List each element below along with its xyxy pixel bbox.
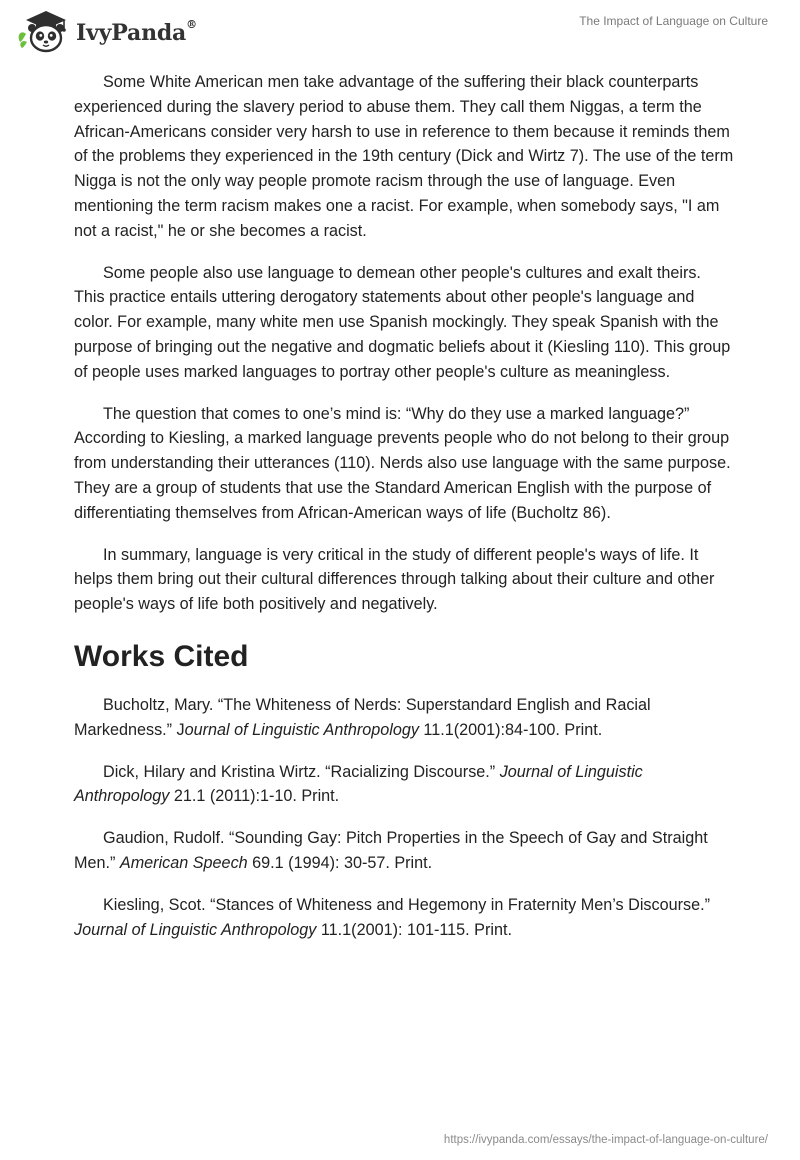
citation-source: Journal of Linguistic Anthropology [74,920,317,939]
page-header [0,0,800,60]
citation-details: 21.1 (2011):1-10. Print. [169,787,340,806]
citation-text: Dick, Hilary and Kristina Wirtz. “Racializing Discourse.” [103,762,500,781]
essay-content [74,70,734,959]
citation-text: Bucholtz, Mary. “The Whiteness of Nerds: Superstandard English and Racial Markedness.” J [74,695,651,739]
panda-graduate-icon [16,8,72,54]
body-paragraph: The question that comes to one’s mind is: “Why do they use a marked language?” According to Kiesling, a marked language prevents people who do not belong to their group from understanding their utterances (110). Nerds also use language with the same purpose. They are a group of students that use the Standard American English with the purpose of differentiating themselves from African-American ways of life (Bucholtz 86). [74,404,731,522]
source-url-link[interactable]: https://ivypanda.com/essays/the-impact-of-language-on-culture/ [443,1134,768,1146]
citation-details: 11.1(2001):84-100. Print. [418,720,603,739]
citation-details: 69.1 (1994): 30-57. Print. [247,853,433,872]
body-paragraph: Some people also use language to demean other people's cultures and exalt theirs. This practice entails uttering derogatory statements about other people's language and color. For example, many white men use Spanish mockingly. They speak Spanish with the purpose of bringing out the negative and dogmatic beliefs about it (Kiesling 110). This group of people uses marked languages to portray other people's culture as meaningless. [74,263,731,381]
brand-name: IvyPanda® [76,17,197,46]
body-paragraph: In summary, language is very critical in the study of different people's ways of life. It helps them bring out their cultural differences through talking about their culture and other people's ways of life both positively and negatively. [74,545,715,614]
citation-source: American Speech [119,853,248,872]
body-paragraph: Some White American men take advantage of the suffering their black counterparts experienced during the slavery period to abuse them. They call them Niggas, a term the African-Americans consider very harsh to use in reference to them because it reminds them of the problems they experienced in the 19th century (Dick and Wirtz 7). The use of the term Nigga is not the only way people promote racism through the use of language. Even mentioning the term racism makes one a racist. For example, when somebody says, "I am not a racist," he or she becomes a racist. [74,73,734,240]
ivypanda-logo[interactable] [16,8,197,54]
citation-source: ournal of Linguistic Anthropology [184,720,419,739]
citation-details: 11.1(2001): 101-115. Print. [316,920,512,939]
citation-text: Kiesling, Scot. “Stances of Whiteness and Hegemony in Fraternity Men’s Discourse.” [103,895,710,914]
citation-entry [74,893,734,943]
citation-entry [74,760,734,810]
document-title: The Impact of Language on Culture [579,14,768,28]
citation-text: Gaudion, Rudolf. “Sounding Gay: Pitch Properties in the Speech of Gay and Straight Men.” [74,829,708,872]
citation-entry [74,693,734,743]
works-cited-heading: Works Cited [74,639,249,673]
citation-source: Journal of Linguistic Anthropology [74,762,643,806]
citation-entry [74,826,734,876]
